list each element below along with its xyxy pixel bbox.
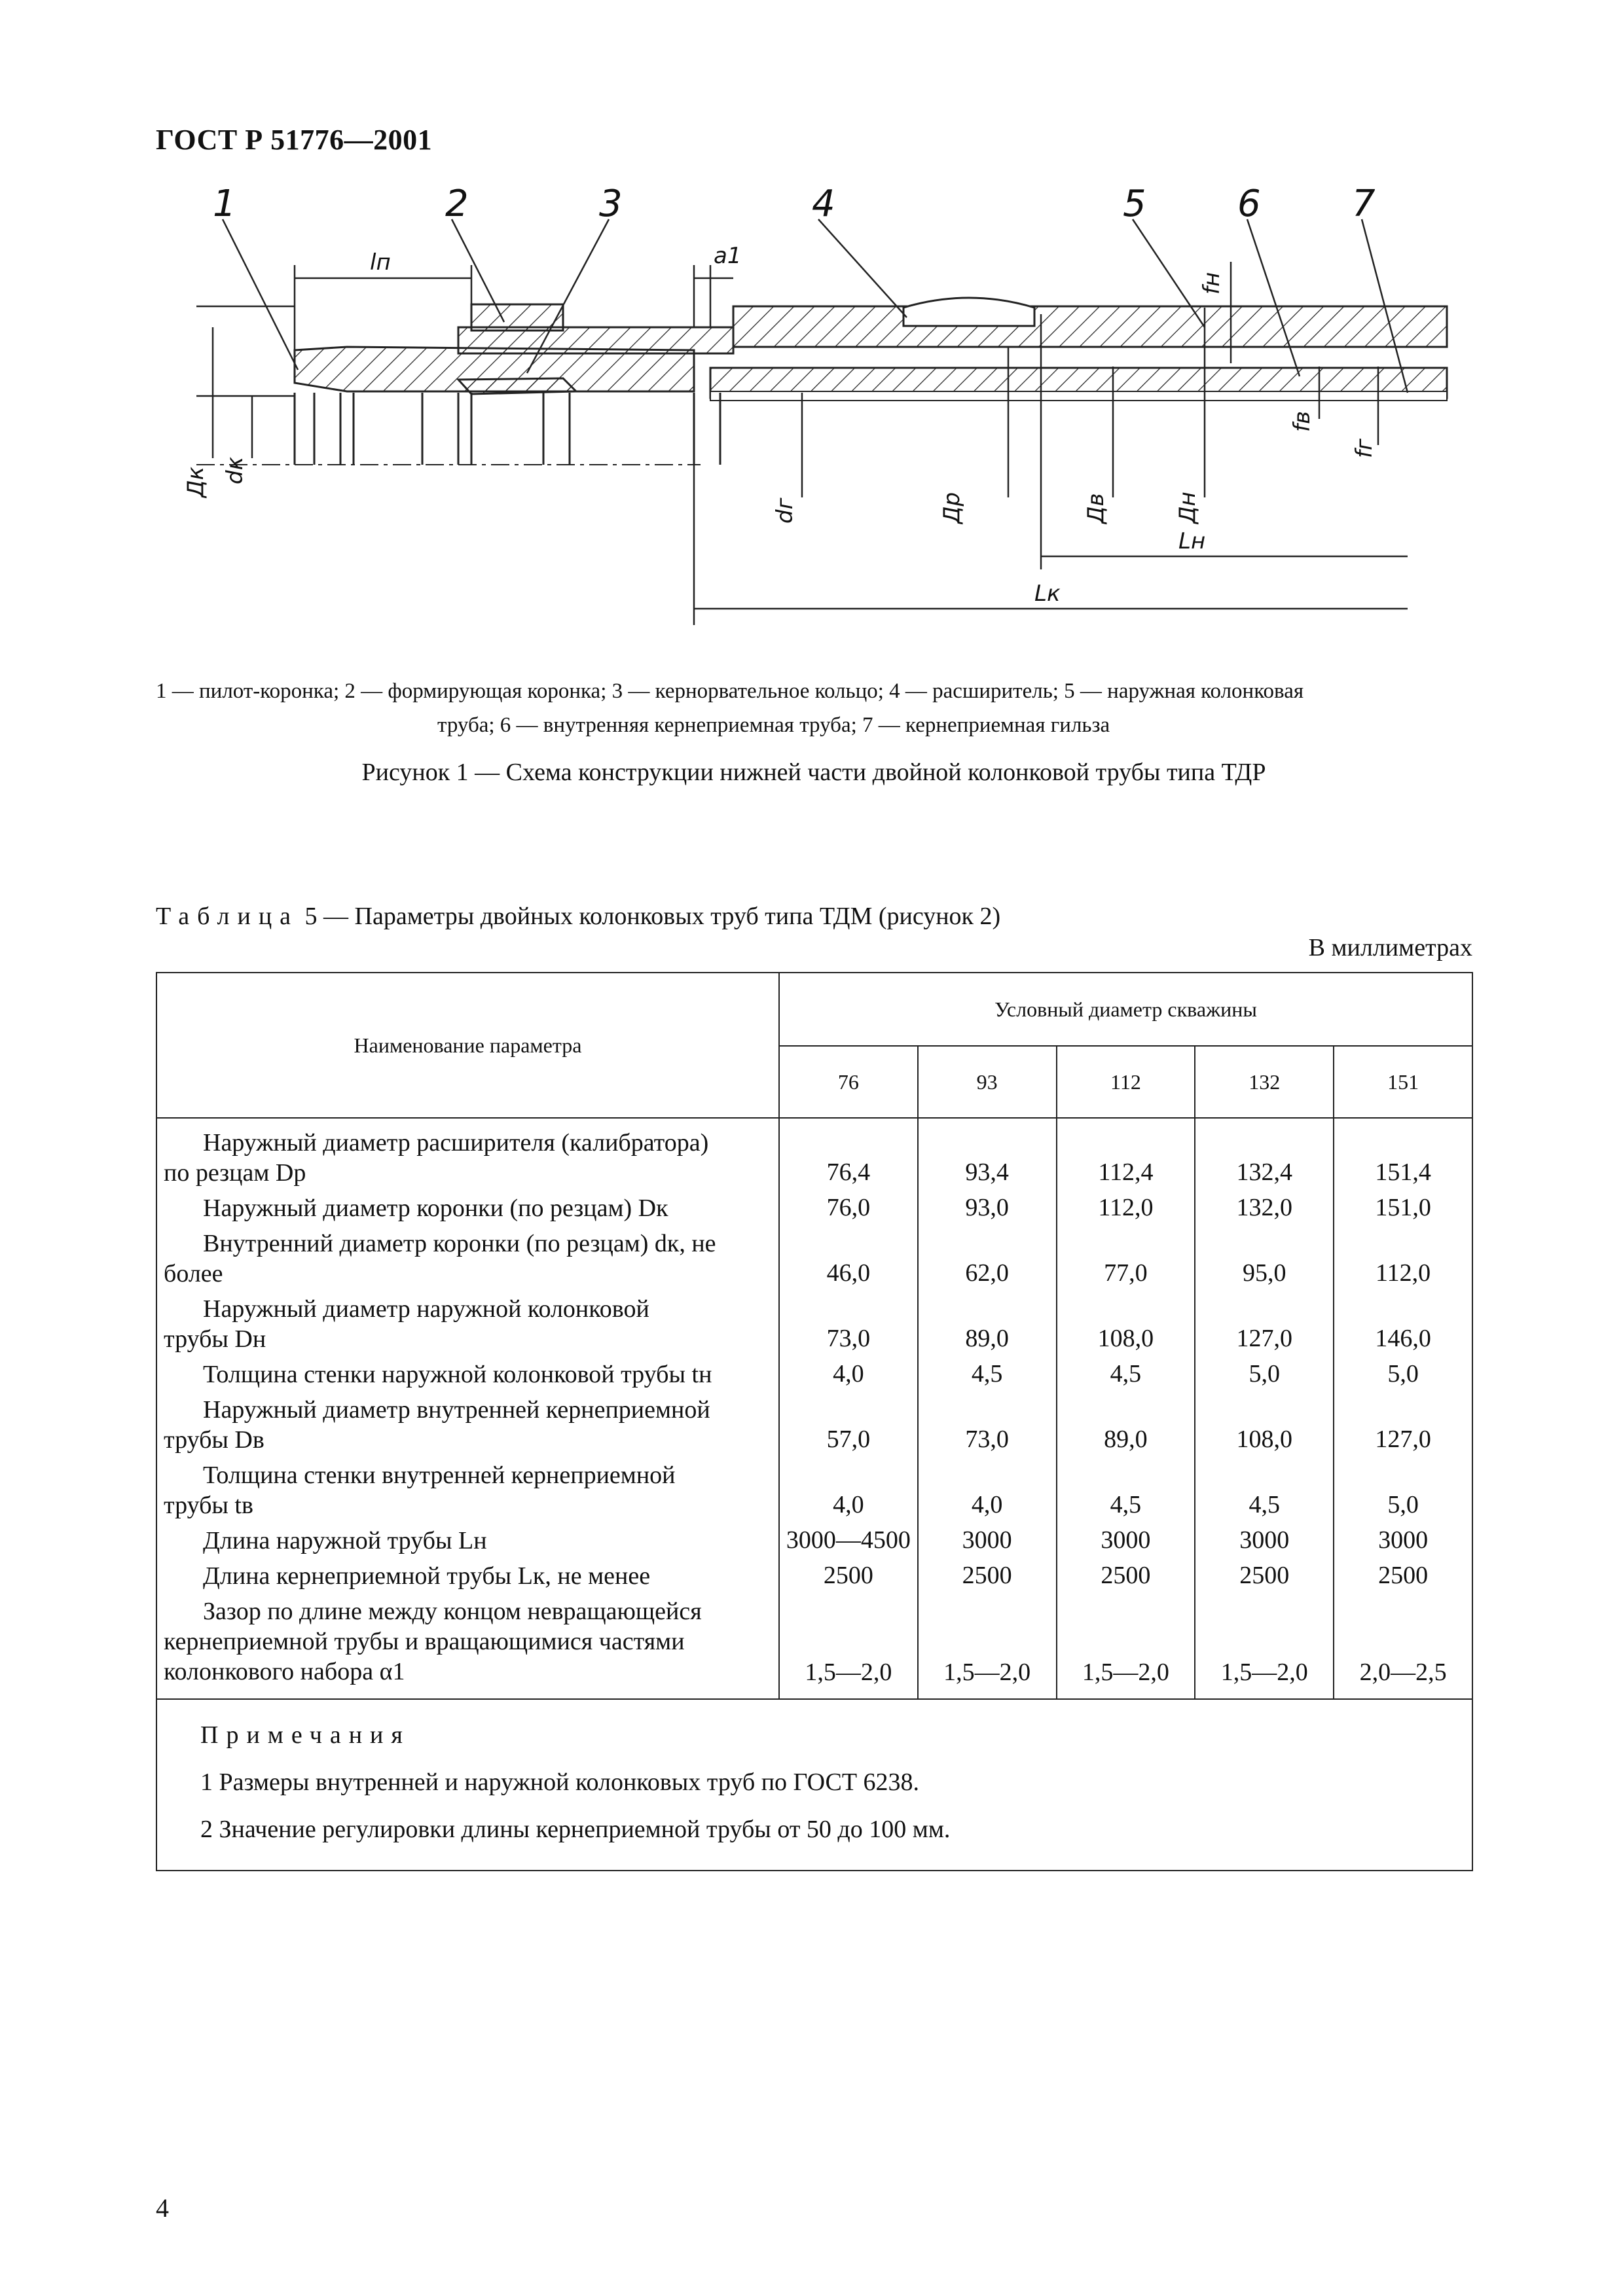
table-cell: 2500 xyxy=(1334,1558,1472,1594)
table-cell: 112,4 xyxy=(1057,1118,1195,1191)
row-name: Зазор по длине между концом невращающейся кернеприемной трубы и вращающимися частями колонкового набора α1 xyxy=(156,1594,779,1699)
table-row xyxy=(156,1523,1472,1558)
label-D-k: Дк xyxy=(183,466,209,497)
callout-1: 1 xyxy=(213,183,236,225)
row-name: Толщина стенки наружной колонковой трубы tн xyxy=(156,1357,779,1392)
header-parameter-name: Наименование параметра xyxy=(156,973,779,1118)
table-row xyxy=(156,1594,1472,1699)
label-D-v: Дв xyxy=(1083,493,1109,524)
table-title xyxy=(156,902,1000,931)
cutter-bore-lines xyxy=(295,393,720,465)
table-cell: 4,0 xyxy=(779,1357,918,1392)
table-cell: 151,0 xyxy=(1334,1191,1472,1226)
parameters-table xyxy=(156,972,1473,1871)
table-cell: 112,0 xyxy=(1057,1191,1195,1226)
notes-title: Примечания xyxy=(200,1721,410,1749)
row-name: Наружный диаметр внутренней кернеприемной трубы Dв xyxy=(156,1392,779,1458)
table-row xyxy=(156,1191,1472,1226)
header-diameter: 76 xyxy=(779,1046,918,1118)
table-cell: 3000 xyxy=(1195,1523,1334,1558)
table-cell: 146,0 xyxy=(1334,1291,1472,1357)
table-cell: 5,0 xyxy=(1195,1357,1334,1392)
table-cell: 112,0 xyxy=(1334,1226,1472,1291)
header-diameter: 93 xyxy=(918,1046,1057,1118)
table-cell: 2500 xyxy=(1057,1558,1195,1594)
row-name: Наружный диаметр коронки (по резцам) Dк xyxy=(156,1191,779,1226)
table-cell: 76,0 xyxy=(779,1191,918,1226)
label-a-1: a1 xyxy=(714,243,742,269)
label-f-n: fн xyxy=(1199,272,1225,295)
table-cell: 4,5 xyxy=(1057,1458,1195,1523)
table-cell: 1,5—2,0 xyxy=(779,1594,918,1699)
callout-5: 5 xyxy=(1123,183,1146,225)
table-cell: 4,5 xyxy=(1195,1458,1334,1523)
row-name: Длина наружной трубы Lн xyxy=(156,1523,779,1558)
table-row xyxy=(156,1392,1472,1458)
label-L-k: Lк xyxy=(1034,581,1061,607)
table-cell: 3000 xyxy=(918,1523,1057,1558)
table-cell: 46,0 xyxy=(779,1226,918,1291)
row-name: Длина кернеприемной трубы Lк, не менее xyxy=(156,1558,779,1594)
figure-legend xyxy=(156,674,1472,742)
table-cell: 76,4 xyxy=(779,1118,918,1191)
table-cell: 4,5 xyxy=(918,1357,1057,1392)
header-well-diameter: Условный диаметр скважины xyxy=(779,973,1472,1046)
table-cell: 93,0 xyxy=(918,1191,1057,1226)
table-cell: 3000 xyxy=(1334,1523,1472,1558)
row-name: Толщина стенки внутренней кернеприемной трубы tв xyxy=(156,1458,779,1523)
core-catcher-ring xyxy=(458,378,576,394)
label-L-n: Lн xyxy=(1178,528,1206,554)
header-diameter: 132 xyxy=(1195,1046,1334,1118)
label-D-r: Др xyxy=(939,492,965,524)
row-name: Наружный диаметр наружной колонковой трубы Dн xyxy=(156,1291,779,1357)
table-cell: 57,0 xyxy=(779,1392,918,1458)
callout-6: 6 xyxy=(1237,183,1261,225)
table-cell: 132,0 xyxy=(1195,1191,1334,1226)
row-name: Внутренний диаметр коронки (по резцам) dк, не более xyxy=(156,1226,779,1291)
table-cell: 4,5 xyxy=(1057,1357,1195,1392)
label-d-k: dк xyxy=(222,456,248,484)
table-cell: 4,0 xyxy=(779,1458,918,1523)
callout-2: 2 xyxy=(445,183,469,225)
note-item: 1 Размеры внутренней и наружной колонковых труб по ГОСТ 6238. xyxy=(200,1768,920,1796)
table-cell: 132,4 xyxy=(1195,1118,1334,1191)
label-f-g: fг xyxy=(1351,439,1377,458)
table-title-text: 5 — Параметры двойных колонковых труб типа ТДМ (рисунок 2) xyxy=(299,903,1001,930)
header-diameter: 151 xyxy=(1334,1046,1472,1118)
table-cell: 89,0 xyxy=(918,1291,1057,1357)
table-cell: 95,0 xyxy=(1195,1226,1334,1291)
callout-4: 4 xyxy=(812,183,835,225)
table-cell: 127,0 xyxy=(1195,1291,1334,1357)
table-row xyxy=(156,1357,1472,1392)
table-cell: 89,0 xyxy=(1057,1392,1195,1458)
table-row xyxy=(156,1118,1472,1191)
table-cell: 62,0 xyxy=(918,1226,1057,1291)
table-cell: 73,0 xyxy=(918,1392,1057,1458)
outer-tube xyxy=(733,298,1447,347)
label-l-p: lп xyxy=(370,249,391,276)
table-row xyxy=(156,1458,1472,1523)
table-cell: 3000—4500 xyxy=(779,1523,918,1558)
notes xyxy=(156,1699,1472,1871)
table-cell: 2500 xyxy=(1195,1558,1334,1594)
callout-3: 3 xyxy=(599,183,623,225)
table-cell: 1,5—2,0 xyxy=(1195,1594,1334,1699)
table-cell: 1,5—2,0 xyxy=(1057,1594,1195,1699)
table-row xyxy=(156,1291,1472,1357)
notes-row xyxy=(156,1699,1472,1871)
row-name: Наружный диаметр расширителя (калибратора) по резцам Dр xyxy=(156,1118,779,1191)
table-cell: 108,0 xyxy=(1195,1392,1334,1458)
table-row xyxy=(156,1226,1472,1291)
table-row xyxy=(156,1558,1472,1594)
table-cell: 108,0 xyxy=(1057,1291,1195,1357)
header-diameter: 112 xyxy=(1057,1046,1195,1118)
label-D-n: Дн xyxy=(1175,492,1201,524)
table-cell: 73,0 xyxy=(779,1291,918,1357)
label-d-g: dг xyxy=(772,497,798,524)
table-cell: 1,5—2,0 xyxy=(918,1594,1057,1699)
page-number: 4 xyxy=(156,2193,169,2223)
table-cell: 5,0 xyxy=(1334,1458,1472,1523)
table-cell: 3000 xyxy=(1057,1523,1195,1558)
table-cell: 77,0 xyxy=(1057,1226,1195,1291)
table-cell: 2,0—2,5 xyxy=(1334,1594,1472,1699)
table-cell: 93,4 xyxy=(918,1118,1057,1191)
core-barrel-drawing xyxy=(0,0,1623,655)
table-units: В миллиметрах xyxy=(1308,934,1472,961)
legend-line-1: 1 — пилот-коронка; 2 — формирующая коронка; 3 — кернорвательное кольцо; 4 — расширитель; 5 — наружная колонковая xyxy=(156,679,1304,703)
table-cell: 127,0 xyxy=(1334,1392,1472,1458)
table-cell: 151,4 xyxy=(1334,1118,1472,1191)
table-cell: 2500 xyxy=(918,1558,1057,1594)
document-header: ГОСТ Р 51776—2001 xyxy=(156,124,433,156)
core-sleeve xyxy=(710,391,1447,401)
table-cell: 2500 xyxy=(779,1558,918,1594)
callout-7: 7 xyxy=(1352,183,1376,225)
table-cell: 5,0 xyxy=(1334,1357,1472,1392)
table-cell: 4,0 xyxy=(918,1458,1057,1523)
note-item: 2 Значение регулировки длины кернеприемной трубы от 50 до 100 мм. xyxy=(200,1816,951,1843)
table-title-prefix: Таблица xyxy=(156,903,299,930)
label-f-v: fв xyxy=(1289,410,1315,432)
legend-line-2: труба; 6 — внутренняя кернеприемная труба; 7 — кернеприемная гильза xyxy=(437,713,1110,737)
figure-caption: Рисунок 1 — Схема конструкции нижней части двойной колонковой трубы типа ТДР xyxy=(361,759,1266,786)
